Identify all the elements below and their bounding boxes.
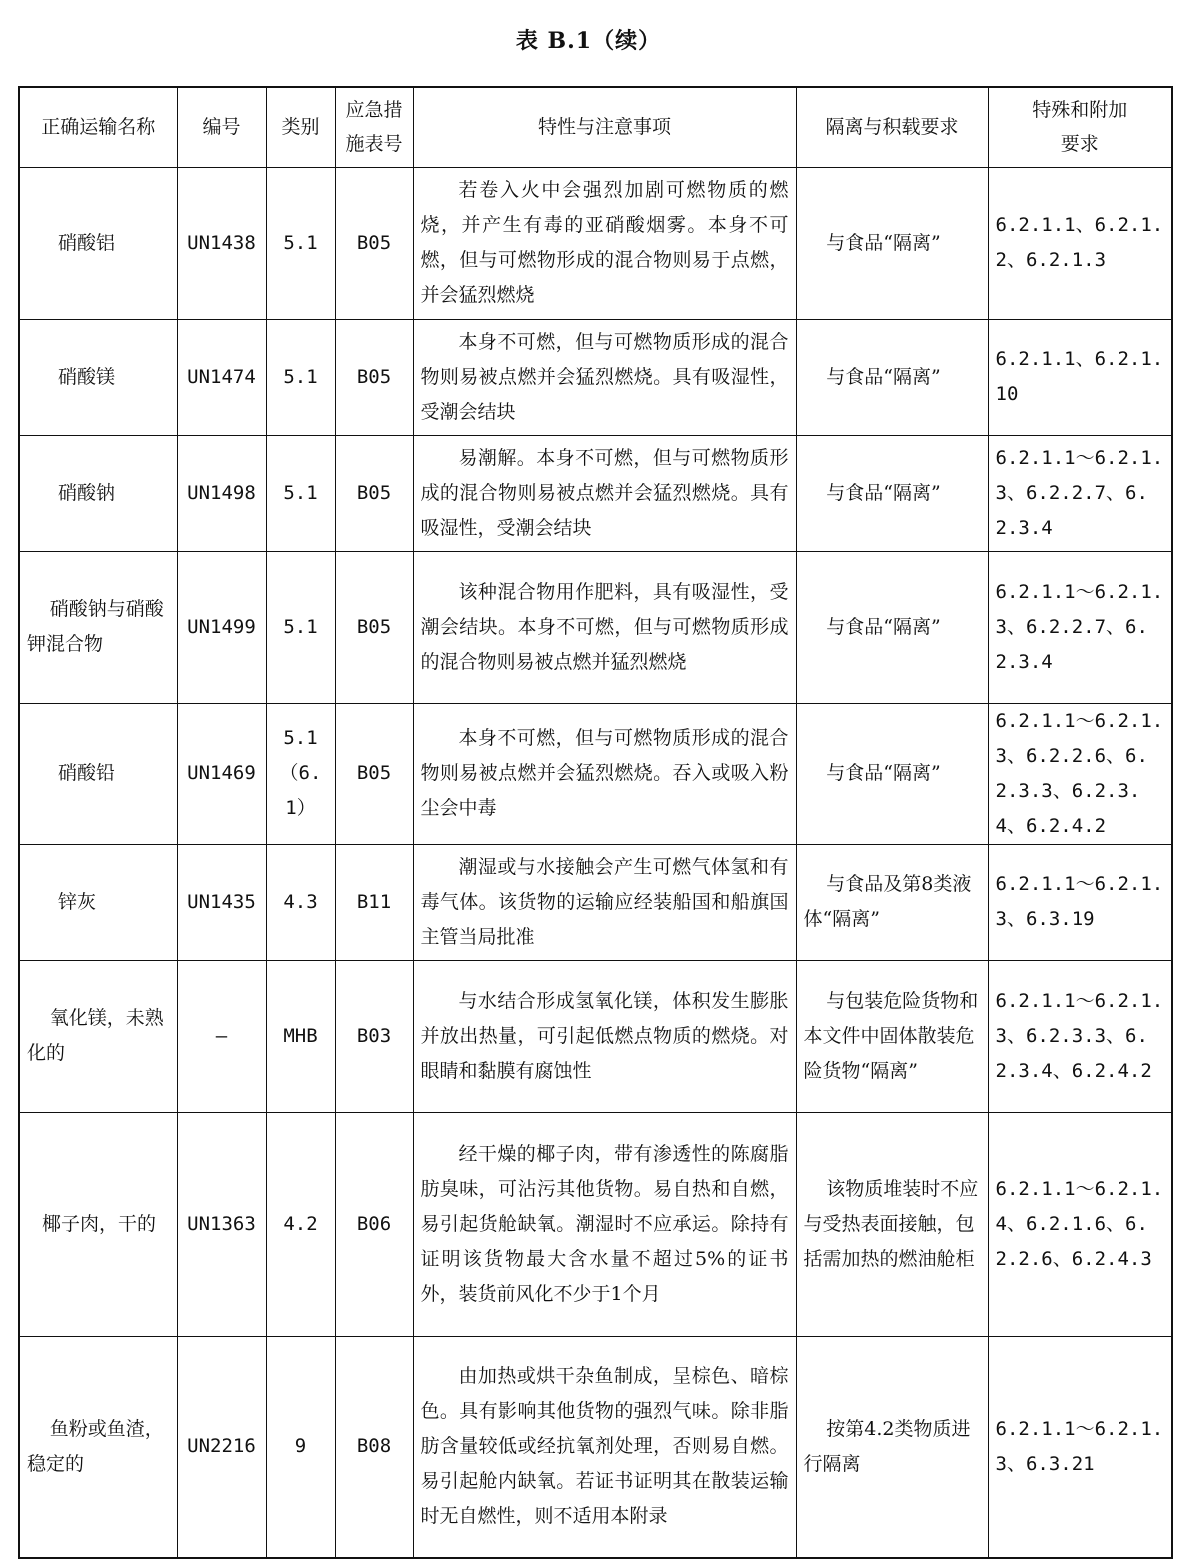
cell-special: 6.2.1.1～6.2.1.3、6.3.19 [988, 844, 1172, 960]
cell-number: — [177, 960, 266, 1112]
cell-segregation: 与食品“隔离” [796, 703, 988, 844]
table-row [19, 551, 1172, 703]
cell-ems: B05 [335, 319, 413, 435]
cell-name: 硝酸镁 [19, 319, 177, 435]
cell-name: 硝酸铝 [19, 167, 177, 319]
cell-ems: B08 [335, 1336, 413, 1558]
cell-properties: 本身不可燃，但与可燃物质形成的混合物则易被点燃并会猛烈燃烧。具有吸湿性，受潮会结块 [413, 319, 796, 435]
column-header-name: 正确运输名称 [19, 87, 177, 167]
cell-class: 5.1 [266, 435, 335, 551]
cell-properties: 该种混合物用作肥料，具有吸湿性，受潮会结块。本身不可燃，但与可燃物质形成的混合物则易被点燃并猛烈燃烧 [413, 551, 796, 703]
column-header-number: 编号 [177, 87, 266, 167]
column-header-class: 类别 [266, 87, 335, 167]
cell-ems: B11 [335, 844, 413, 960]
cell-name: 锌灰 [19, 844, 177, 960]
table-row [19, 703, 1172, 844]
cell-properties: 经干燥的椰子肉，带有渗透性的陈腐脂肪臭味，可沾污其他货物。易自热和自燃，易引起货舱缺氧。潮湿时不应承运。除持有证明该货物最大含水量不超过5%的证书外，装货前风化不少于1个月 [413, 1112, 796, 1336]
cell-name: 硝酸钠与硝酸钾混合物 [19, 551, 177, 703]
cell-number: UN1474 [177, 319, 266, 435]
cell-class: 5.1 [266, 319, 335, 435]
cell-segregation: 与食品“隔离” [796, 319, 988, 435]
column-header-ems: 应急措施表号 [335, 87, 413, 167]
cell-ems: B06 [335, 1112, 413, 1336]
cell-number: UN1438 [177, 167, 266, 319]
cell-number: UN1498 [177, 435, 266, 551]
cell-properties: 本身不可燃，但与可燃物质形成的混合物则易被点燃并会猛烈燃烧。吞入或吸入粉尘会中毒 [413, 703, 796, 844]
cell-class: 4.2 [266, 1112, 335, 1336]
cell-number: UN2216 [177, 1336, 266, 1558]
cell-ems: B05 [335, 167, 413, 319]
cell-class: 4.3 [266, 844, 335, 960]
class-subsidiary: （6.1） [279, 762, 322, 819]
cell-properties: 潮湿或与水接触会产生可燃气体氢和有毒气体。该货物的运输应经装船国和船旗国主管当局批准 [413, 844, 796, 960]
cell-ems: B03 [335, 960, 413, 1112]
cell-name: 硝酸钠 [19, 435, 177, 551]
cell-name: 氧化镁，未熟化的 [19, 960, 177, 1112]
column-header-segregation: 隔离与积载要求 [796, 87, 988, 167]
cell-class [266, 703, 335, 844]
table-row [19, 435, 1172, 551]
cell-properties: 由加热或烘干杂鱼制成，呈棕色、暗棕色。具有影响其他货物的强烈气味。除非脂肪含量较低或经抗氧剂处理，否则易自燃。易引起舱内缺氧。若证书证明其在散装运输时无自燃性，则不适用本附录 [413, 1336, 796, 1558]
cell-number: UN1435 [177, 844, 266, 960]
cell-segregation: 按第4.2类物质进行隔离 [796, 1336, 988, 1558]
column-header-properties: 特性与注意事项 [413, 87, 796, 167]
cell-class: 5.1 [266, 551, 335, 703]
cell-special: 6.2.1.1～6.2.1.4、6.2.1.6、6.2.2.6、6.2.4.3 [988, 1112, 1172, 1336]
cell-number: UN1499 [177, 551, 266, 703]
cell-special: 6.2.1.1～6.2.1.3、6.2.2.6、6.2.3.3、6.2.3.4、6.2.4.2 [988, 703, 1172, 844]
column-header-special: 特殊和附加要求 [988, 87, 1172, 167]
cell-ems: B05 [335, 703, 413, 844]
cell-special: 6.2.1.1～6.2.1.3、6.2.2.7、6.2.3.4 [988, 551, 1172, 703]
cell-special: 6.2.1.1～6.2.1.3、6.3.21 [988, 1336, 1172, 1558]
cell-segregation: 与食品“隔离” [796, 167, 988, 319]
cell-properties: 与水结合形成氢氧化镁，体积发生膨胀并放出热量，可引起低燃点物质的燃烧。对眼睛和黏膜有腐蚀性 [413, 960, 796, 1112]
cell-special: 6.2.1.1～6.2.1.3、6.2.3.3、6.2.3.4、6.2.4.2 [988, 960, 1172, 1112]
cell-segregation: 与食品“隔离” [796, 551, 988, 703]
table-row [19, 1112, 1172, 1336]
cell-ems: B05 [335, 435, 413, 551]
cell-class: MHB [266, 960, 335, 1112]
table-row [19, 167, 1172, 319]
table-header-row [19, 87, 1172, 167]
cell-ems: B05 [335, 551, 413, 703]
class-primary: 5.1 [283, 727, 318, 749]
cell-special: 6.2.1.1～6.2.1.3、6.2.2.7、6.2.3.4 [988, 435, 1172, 551]
cell-special: 6.2.1.1、6.2.1.10 [988, 319, 1172, 435]
cell-name: 鱼粉或鱼渣，稳定的 [19, 1336, 177, 1558]
cell-segregation: 该物质堆装时不应与受热表面接触，包括需加热的燃油舱柜 [796, 1112, 988, 1336]
cell-segregation: 与食品“隔离” [796, 435, 988, 551]
table-row [19, 960, 1172, 1112]
cell-properties: 若卷入火中会强烈加剧可燃物质的燃烧，并产生有毒的亚硝酸烟雾。本身不可燃，但与可燃物形成的混合物则易于点燃，并会猛烈燃烧 [413, 167, 796, 319]
page-title: 表 B.1（续） [515, 28, 662, 54]
table-row [19, 1336, 1172, 1558]
cell-segregation: 与食品及第8类液体“隔离” [796, 844, 988, 960]
table-row [19, 319, 1172, 435]
cell-properties: 易潮解。本身不可燃，但与可燃物质形成的混合物则易被点燃并会猛烈燃烧。具有吸湿性，受潮会结块 [413, 435, 796, 551]
cell-number: UN1363 [177, 1112, 266, 1336]
cell-name: 硝酸铅 [19, 703, 177, 844]
cell-class: 9 [266, 1336, 335, 1558]
table-row [19, 844, 1172, 960]
cell-special: 6.2.1.1、6.2.1.2、6.2.1.3 [988, 167, 1172, 319]
cargo-table [18, 86, 1173, 1559]
cell-name: 椰子肉，干的 [19, 1112, 177, 1336]
cell-number: UN1469 [177, 703, 266, 844]
cell-segregation: 与包装危险货物和本文件中固体散装危险货物“隔离” [796, 960, 988, 1112]
cell-class: 5.1 [266, 167, 335, 319]
